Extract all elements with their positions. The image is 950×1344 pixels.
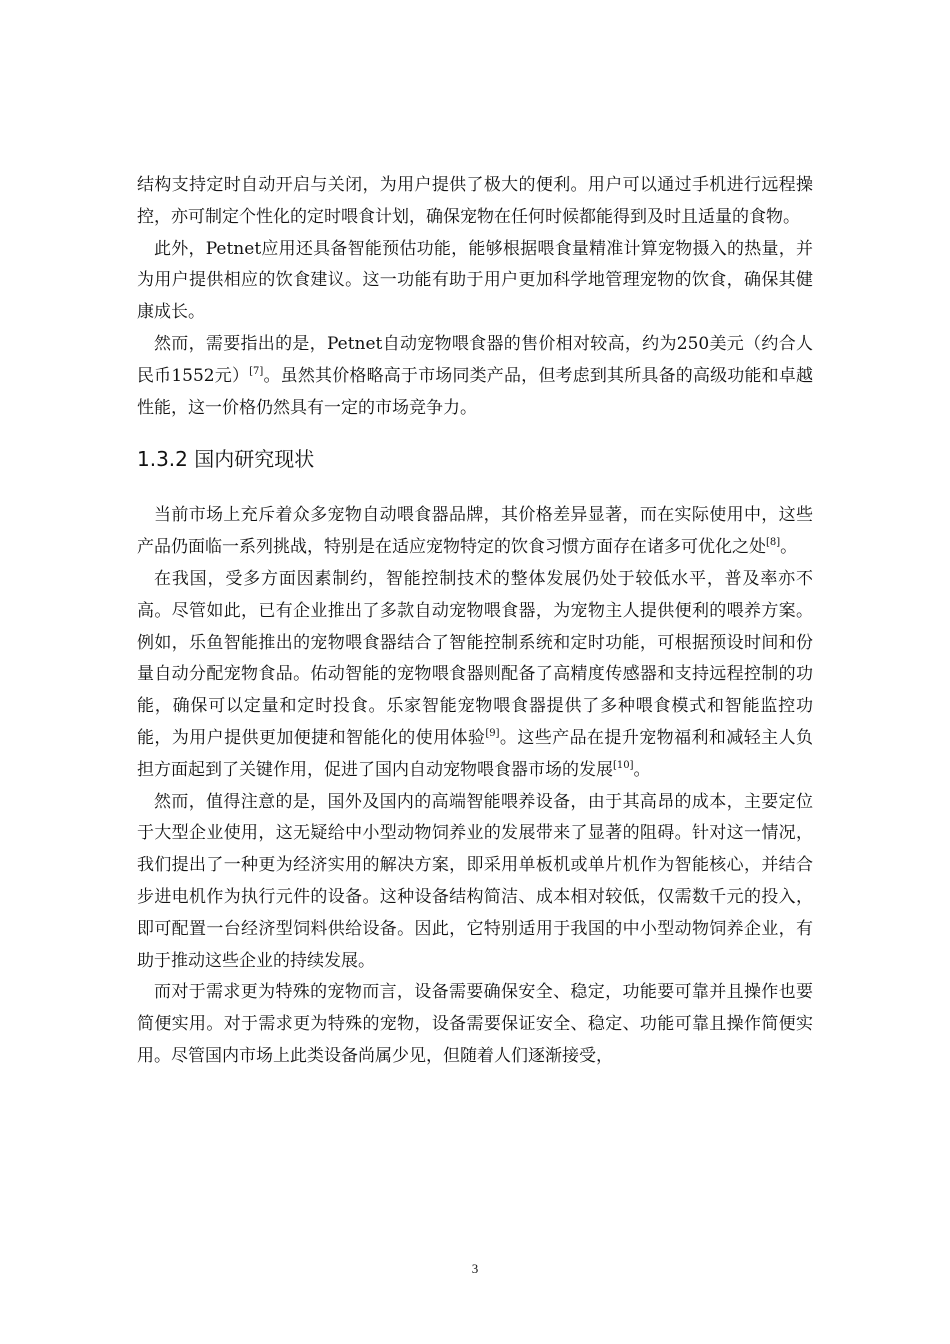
paragraph-text: 。 — [633, 759, 651, 780]
paragraph-continued — [137, 170, 813, 234]
citation: [10] — [613, 759, 634, 771]
paragraph-domestic — [137, 564, 813, 787]
paragraph-petnet-price — [137, 329, 813, 424]
paragraph-text: 当前市场上充斥着众多宠物自动喂食器品牌，其价格差异显著，而在实际使用中，这些产品仍面临一系列挑战，特别是在适应宠物特定的饮食习惯方面存在诸多可优化之处 — [137, 505, 813, 558]
section-heading — [137, 444, 813, 474]
paragraph-text: 结构支持定时自动开启与关闭，为用户提供了极大的便利。用户可以通过手机进行远程操控，亦可制定个性化的定时喂食计划，确保宠物在任何时候都能得到及时且适量的食物。 — [137, 175, 813, 227]
paragraph-petnet-estimate — [137, 234, 813, 329]
paragraph-text: 而对于需求更为特殊的宠物而言，设备需要确保安全、稳定，功能要可靠并且操作也要简便实用。对于需求更为特殊的宠物，设备需要保证安全、稳定、功能可靠且操作简便实用。尽管国内市场上此类设备尚属少见，但随着人们逐渐接受， — [137, 982, 813, 1066]
paragraph-text: 。虽然其价格略高于市场同类产品，但考虑到其所具备的高级功能和卓越性能，这一价格仍然具有一定的市场竞争力。 — [137, 365, 814, 418]
citation: [7] — [249, 365, 264, 377]
paragraph-text: 然而，需要指出的是，Petnet自动宠物喂食器的售价相对较高，约为250美元（约合人民币1552元） — [137, 333, 813, 386]
paragraph-text: 然而，值得注意的是，国外及国内的高端智能喂养设备，由于其高昂的成本，主要定位于大型企业使用，这无疑给中小型动物饲养业的发展带来了显著的阻碍。针对这一情况，我们提出了一种更为经济实用的解决方案，即采用单板机或单片机作为智能核心，并结合步进电机作为执行元件的设备。这种设备结构简洁、成本相对较低，仅需数千元的投入，即可配置一台经济型饲料供给设备。因此，它特别适用于我国的中小型动物饲养企业，有助于推动这些企业的持续发展。 — [137, 791, 813, 971]
paragraph-special-pets — [137, 977, 813, 1072]
page-content — [137, 170, 813, 1073]
paragraph-text: 。 — [780, 537, 798, 558]
page-number: 3 — [471, 1261, 479, 1276]
citation: [9] — [485, 727, 500, 739]
paragraph-text: 。这些产品在提升宠物福利和减轻主人负担方面起到了关键作用，促进了国内自动宠物喂食器市场的发展 — [137, 727, 814, 780]
paragraph-text: 在我国，受多方面因素制约，智能控制技术的整体发展仍处于较低水平，普及率亦不高。尽管如此，已有企业推出了多款自动宠物喂食器，为宠物主人提供便利的喂养方案。例如，乐鱼智能推出的宠物喂食器结合了智能控制系统和定时功能，可根据预设时间和份量自动分配宠物食品。佑动智能的宠物喂食器则配备了高精度传感器和支持远程控制的功能，确保可以定量和定时投食。乐家智能宠物喂食器提供了多种喂食模式和智能监控功能，为用户提供更加便捷和智能化的使用体验 — [137, 568, 813, 748]
section-title: 国内研究现状 — [194, 447, 315, 472]
paragraph-solution — [137, 787, 813, 978]
paragraph-market — [137, 500, 813, 564]
section-number: 1.3.2 — [137, 447, 188, 472]
paragraph-text: 此外，Petnet应用还具备智能预估功能，能够根据喂食量精准计算宠物摄入的热量，并为用户提供相应的饮食建议。这一功能有助于用户更加科学地管理宠物的饮食，确保其健康成长。 — [137, 238, 813, 323]
citation: [8] — [766, 537, 781, 549]
